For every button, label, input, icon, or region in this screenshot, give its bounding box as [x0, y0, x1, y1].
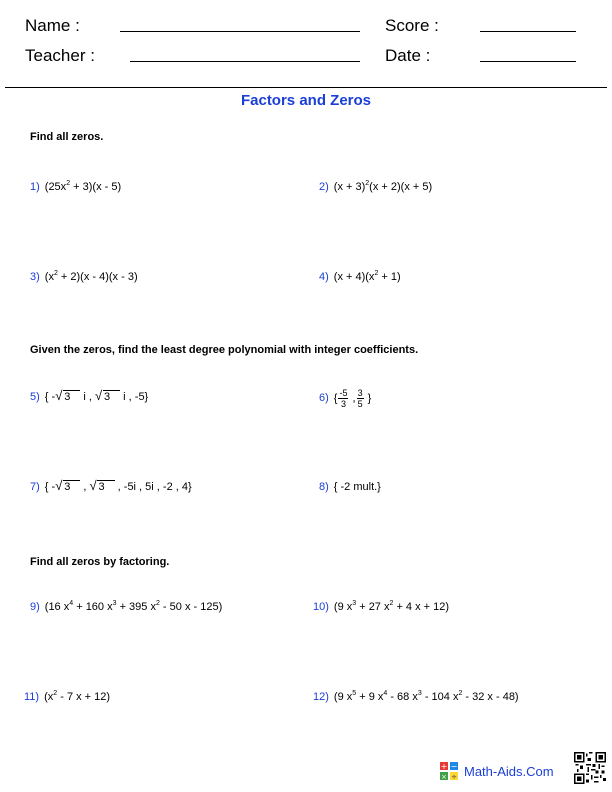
problem-3: 3) $(x^2 + 2)(x - 4)(x - 3)$ — [30, 270, 138, 283]
fraction: $\frac{3}{5}$ — [357, 388, 363, 409]
problem-2: 2) $(x + 3)^2(x + 2)(x + 5)$ — [319, 180, 433, 193]
problem-1: 1) $(25x^2 + 3)(x - 5)$ — [30, 180, 122, 193]
qr-code-icon — [574, 752, 606, 784]
problem-6: 6) { $\frac{-5}{3}$ , $\frac{3}{5}$ } — [319, 388, 372, 409]
problem-number: 5) — [30, 391, 40, 403]
name-line[interactable] — [120, 31, 360, 32]
section-heading-3: Find all zeros by factoring. — [30, 556, 170, 568]
sqrt-symbol: √ 3 — [55, 481, 80, 493]
problem-number: 2) — [319, 181, 329, 193]
problem-number: 3) — [30, 271, 40, 283]
date-label: Date : — [385, 46, 431, 65]
problem-8: 8) { -2 mult.} — [319, 481, 381, 493]
worksheet-title: Factors and Zeros — [240, 92, 372, 109]
problem-number: 11) — [24, 691, 40, 703]
teacher-label: Teacher : — [25, 46, 95, 65]
score-label: Score : — [385, 16, 439, 35]
date-line[interactable] — [480, 61, 576, 62]
fraction: $\frac{-5}{3}$ — [339, 388, 348, 409]
problem-11: 11) ($x^2 - 7$ x + 12) — [24, 690, 111, 703]
section-heading-1: Find all zeros. — [30, 131, 104, 143]
problem-12: 12) (9 $x^5 + 9$ $x^4 - 68$ $x^3 - 104$ $x^2 - 32$ x - 48) — [313, 690, 519, 703]
header-divider — [5, 87, 607, 88]
problem-number: 7) — [30, 481, 40, 493]
svg-text:−: − — [450, 762, 458, 771]
problem-5: 5) { - √ 3 i , √ 3 i , -5} — [30, 388, 149, 403]
sqrt-symbol: √ 3 — [55, 391, 80, 403]
calculator-icon — [440, 762, 458, 780]
svg-text:×: × — [441, 773, 447, 780]
problem-number: 6) — [319, 392, 329, 405]
name-label: Name : — [25, 16, 80, 35]
problem-7: 7) { - √ 3 , √ 3 , -5i , 5i , -2 , 4} — [30, 478, 192, 493]
section-heading-2: Given the zeros, find the least degree polynomial with integer coefficients. — [30, 344, 419, 356]
problem-number: 9) — [30, 601, 40, 613]
problem-number: 12) — [313, 691, 329, 703]
problem-number: 4) — [319, 271, 329, 283]
problem-number: 8) — [319, 481, 329, 493]
sqrt-symbol: √ 3 — [89, 481, 114, 493]
svg-text:÷: ÷ — [451, 773, 457, 780]
svg-text:+: + — [440, 762, 448, 771]
brand-logo-text[interactable]: Math-Aids.Com — [464, 764, 554, 779]
teacher-line[interactable] — [130, 61, 360, 62]
problem-10: 10) (9 $x^3 + 27$ $x^2 + 4$ x + 12) — [313, 600, 450, 613]
score-line[interactable] — [480, 31, 576, 32]
problem-number: 1) — [30, 181, 40, 193]
sqrt-symbol: √ 3 — [95, 391, 120, 403]
problem-number: 10) — [313, 601, 329, 613]
problem-9: 9) (16 $x^4 + 160$ $x^3 + 395$ $x^2 - 50$ x - 125) — [30, 600, 223, 613]
problem-4: 4) $(x + 4)(x^2 + 1)$ — [319, 270, 401, 283]
